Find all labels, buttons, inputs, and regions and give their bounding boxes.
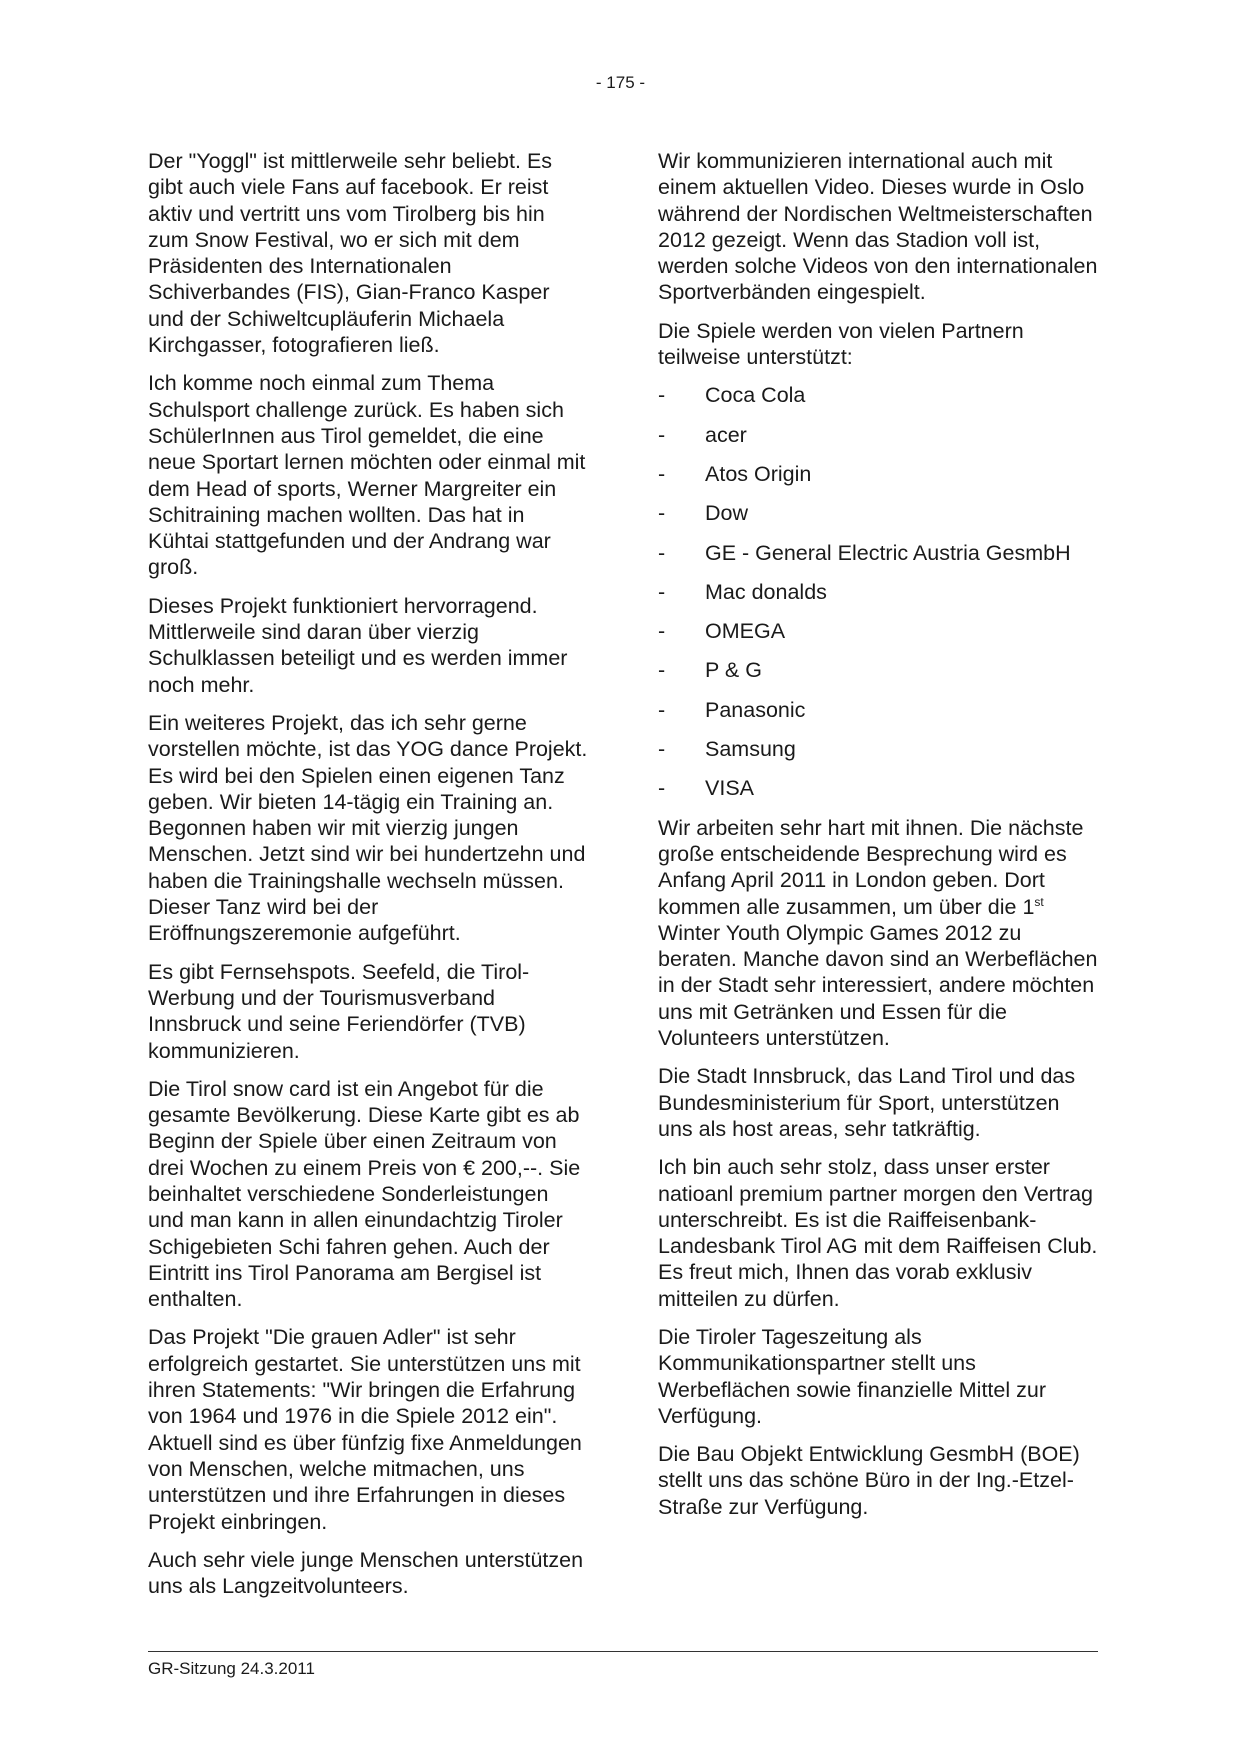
list-dash: - [658,697,666,722]
list-item [658,697,1098,723]
list-item [658,657,1098,683]
partner-label: Atos Origin [705,461,812,486]
paragraph-fernsehspots: Es gibt Fernsehspots. Seefeld, die Tirol-Werbung und der Tourismusverband Innsbruck und seine Feriendörfer (TVB) kommunizieren. [148,959,530,1063]
footer-divider [148,1651,1098,1652]
partner-label: acer [705,422,747,447]
footer-session-label: GR-Sitzung 24.3.2011 [148,1659,315,1678]
london-text-after: Winter Youth Olympic Games 2012 zu beraten. Manche davon sind an Werbeflächen in der Stadt sehr interessiert, andere möchten uns mit Getränken und Essen für die Volunteers unterstützen. [658,920,1098,1051]
list-dash: - [658,422,666,447]
list-item [658,422,1098,448]
paragraph-yog-dance: Ein weiteres Projekt, das ich sehr gerne vorstellen möchte, ist das YOG dance Projekt. Es wird bei den Spielen einen eigenen Tanz geben. Wir bieten 14-tägig ein Training an. Begonnen haben wir mit vierzig jungen Menschen. Jetzt sind wir bei hundertzehn und haben die Trainingshalle wechseln müssen. Dieser Tanz wird bei der Eröffnungszeremonie aufgeführt. [148,710,588,946]
partner-label: GE - General Electric Austria GesmbH [705,540,1071,565]
paragraph-graue-adler: Das Projekt "Die grauen Adler" ist sehr erfolgreich gestartet. Sie unterstützen uns mit ihren Statements: "Wir bringen die Erfahrung von 1964 und 1976 in die Spiele 2012 ein". Aktuell sind es über fünfzig fixe Anmeldungen von Menschen, welche mitmachen, uns unterstützen und ihre Erfahrungen in dieses Projekt einbringen. [148,1325,582,1534]
paragraph-snow-card: Die Tirol snow card ist ein Angebot für die gesamte Bevölkerung. Diese Karte gibt es ab Beginn der Spiele über einen Zeitraum von drei Wochen zu einem Preis von € 200,--. Sie beinhaltet verschiedene Sonderleistungen und man kann in allen einundachtzig Tiroler Schigebieten Schi fahren gehen. Auch der Eintritt ins Tirol Panorama am Bergisel ist enthalten. [148,1076,581,1312]
partner-label: OMEGA [705,619,786,644]
list-item [658,461,1098,487]
list-dash: - [658,619,666,644]
paragraph-boe: Die Bau Objekt Entwicklung GesmbH (BOE) stellt uns das schöne Büro in der Ing.-Etzel-Straße zur Verfügung. [658,1442,1080,1519]
list-item [658,775,1098,801]
partner-label: Panasonic [705,697,806,722]
london-text-before: Wir arbeiten sehr hart mit ihnen. Die nächste große entscheidende Besprechung wird es Anfang April 2011 in London geben. Dort kommen alle zusammen, um über die 1 [658,815,1084,919]
paragraph-tageszeitung: Die Tiroler Tageszeitung als Kommunikationspartner stellt uns Werbeflächen sowie finanzielle Mittel zur Verfügung. [658,1324,1046,1428]
list-item [658,736,1098,762]
list-dash: - [658,776,666,801]
list-dash: - [658,383,666,408]
list-item [658,579,1098,605]
paragraph-yoggl: Der "Yoggl" ist mittlerweile sehr beliebt. Es gibt auch viele Fans auf facebook. Er reist aktiv und vertritt uns vom Tirolberg bis hin zum Snow Festival, wo er sich mit dem Präsidenten des Internationalen Schiverbandes (FIS), Gian-Franco Kasper und der Schiweltcupläuferin Michaela Kirchgasser, fotografieren ließ. [148,149,553,358]
list-item [658,500,1098,526]
ordinal-superscript: st [1034,894,1044,909]
paragraph-premium-partner: Ich bin auch sehr stolz, dass unser erster natioanl premium partner morgen den Vertrag unterschreibt. Es ist die Raiffeisenbank-Landesbank Tirol AG mit dem Raiffeisen Club. Es freut mich, Ihnen das vorab exklusiv mitteilen zu dürfen. [658,1155,1098,1311]
paragraph-volunteers: Auch sehr viele junge Menschen unterstützen uns als Langzeitvolunteers. [148,1547,584,1599]
partner-list [658,382,1098,801]
list-dash: - [658,579,666,604]
list-dash: - [658,540,666,565]
partner-label: Coca Cola [705,383,806,408]
partner-label: Samsung [705,737,796,762]
left-column [148,148,588,1611]
list-dash: - [658,658,666,683]
partner-label: VISA [705,776,754,801]
paragraph-host-areas: Die Stadt Innsbruck, das Land Tirol und das Bundesministerium für Sport, unterstützen uns als host areas, sehr tatkräftig. [658,1064,1076,1141]
page-number: - 175 - [595,73,646,92]
partner-label: Dow [705,501,749,526]
list-dash: - [658,501,666,526]
paragraph-video: Wir kommunizieren international auch mit einem aktuellen Video. Dieses wurde in Oslo während der Nordischen Weltmeisterschaften 2012 gezeigt. Wenn das Stadion voll ist, werden solche Videos von den internationalen Sportverbänden eingespielt. [658,149,1098,305]
list-item [658,382,1098,408]
partner-label: Mac donalds [705,579,827,604]
paragraph-partners-intro: Die Spiele werden von vielen Partnern teilweise unterstützt: [658,318,1024,370]
partner-label: P & G [705,658,762,683]
list-item [658,618,1098,644]
paragraph-schulsport: Ich komme noch einmal zum Thema Schulsport challenge zurück. Es haben sich SchülerInnen aus Tirol gemeldet, die eine neue Sportart lernen möchten oder einmal mit dem Head of sports, Werner Margreiter ein Schitraining machen wollten. Das hat in Kühtai stattgefunden und der Andrang war groß. [148,371,586,580]
list-dash: - [658,737,666,762]
paragraph-london [658,815,1098,1052]
paragraph-projekt: Dieses Projekt funktioniert hervorragend. Mittlerweile sind daran über vierzig Schulklassen beteiligt und es werden immer noch mehr. [148,593,568,697]
list-item [658,540,1098,566]
list-dash: - [658,461,666,486]
right-column [658,148,1098,1532]
